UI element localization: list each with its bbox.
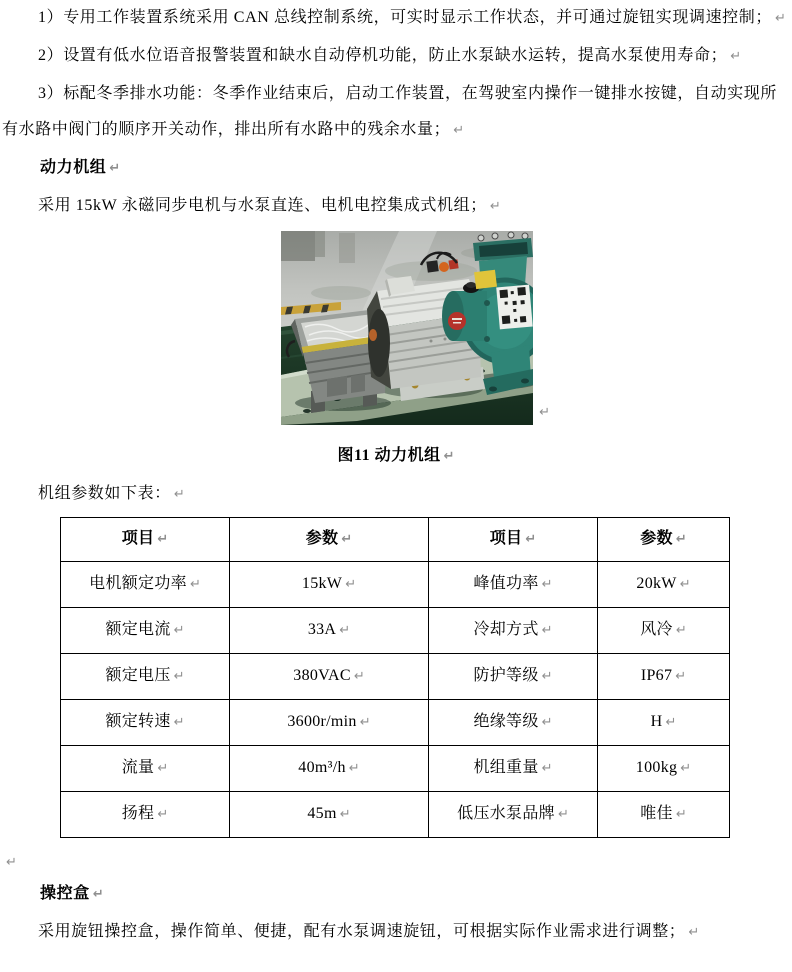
figure-caption — [0, 438, 792, 476]
pilcrow-mark: ↵ — [341, 532, 353, 548]
cell-text: 20kW — [636, 575, 677, 593]
table-cell — [230, 654, 429, 700]
pilcrow-mark: ↵ — [345, 577, 357, 593]
table-header-row — [61, 518, 730, 562]
pilcrow-mark: ↵ — [665, 715, 677, 731]
table-cell — [61, 654, 230, 700]
table-cell — [61, 746, 230, 792]
pilcrow-mark: ↵ — [541, 623, 553, 639]
pilcrow-mark: ↵ — [679, 577, 691, 593]
pilcrow-mark: ↵ — [675, 669, 687, 685]
pilcrow-mark: ↵ — [680, 761, 692, 777]
table-cell — [598, 746, 730, 792]
pilcrow-mark: ↵ — [675, 623, 687, 639]
pilcrow-mark: ↵ — [453, 123, 465, 139]
pilcrow-mark: ↵ — [92, 887, 104, 903]
paragraph-table-intro — [0, 476, 792, 514]
pilcrow-mark: ↵ — [541, 669, 553, 685]
pilcrow-mark: ↵ — [675, 532, 687, 548]
cell-text: IP67 — [640, 667, 673, 685]
pilcrow-mark: ↵ — [730, 48, 742, 64]
table-cell — [230, 608, 429, 654]
table-cell — [61, 608, 230, 654]
cell-text: 冷却方式 — [473, 621, 539, 639]
cell-text: 100kg — [635, 759, 678, 777]
header-text: 项目 — [489, 530, 523, 548]
paragraph-low-water-alarm — [0, 38, 792, 76]
parameters-table — [60, 517, 730, 838]
cell-text: 45m — [307, 805, 337, 823]
table-row — [61, 700, 730, 746]
pilcrow-mark: ↵ — [339, 623, 351, 639]
pilcrow-mark: ↵ — [443, 448, 455, 464]
header-text: 参数 — [305, 530, 339, 548]
table-header-cell — [598, 518, 730, 562]
table-row — [61, 792, 730, 838]
parameters-table-body — [61, 562, 730, 838]
paragraph-text: 机组参数如下表： — [38, 484, 171, 502]
cell-text: 33A — [307, 621, 337, 639]
paragraph-control-box — [0, 914, 792, 952]
table-cell — [598, 608, 730, 654]
paragraph-can-system — [0, 0, 792, 38]
pilcrow-mark: ↵ — [348, 761, 360, 777]
pilcrow-mark: ↵ — [339, 807, 351, 823]
figure-power-unit-photo — [281, 231, 550, 425]
pilcrow-mark: ↵ — [173, 623, 185, 639]
paragraph-text: 3）标配冬季排水功能：冬季作业结束后，启动工作装置，在驾驶室内操作一键排水按键，自动实现所有水路中阀门的顺序开关动作，排出所有水路中的残余水量； — [2, 84, 778, 139]
pilcrow-mark: ↵ — [557, 807, 569, 823]
table-cell — [61, 700, 230, 746]
table-cell — [429, 562, 598, 608]
pilcrow-mark: ↵ — [157, 532, 169, 548]
cell-text: 扬程 — [121, 805, 155, 823]
header-text: 参数 — [640, 530, 673, 548]
pilcrow-mark: ↵ — [539, 404, 550, 420]
pilcrow-mark: ↵ — [525, 532, 537, 548]
pilcrow-mark: ↵ — [541, 577, 553, 593]
paragraph-text: 2）设置有低水位语音报警装置和缺水自动停机功能，防止水泵缺水运转，提高水泵使用寿命； — [38, 46, 728, 64]
table-cell — [598, 700, 730, 746]
cell-text: 机组重量 — [473, 759, 539, 777]
cell-text: 防护等级 — [473, 667, 539, 685]
table-cell — [429, 700, 598, 746]
cell-text: H — [650, 713, 663, 731]
table-cell — [230, 792, 429, 838]
cell-text: 额定电压 — [105, 667, 171, 685]
cell-text: 15kW — [301, 575, 343, 593]
parameters-table-head — [61, 518, 730, 562]
cell-text: 风冷 — [640, 621, 673, 639]
paragraph-text: 1）专用工作装置系统采用 CAN 总线控制系统，可实时显示工作状态，并可通过旋钮实现调速控制； — [38, 9, 772, 26]
table-header-cell — [61, 518, 230, 562]
cell-text: 绝缘等级 — [473, 713, 539, 731]
cell-text: 电机额定功率 — [89, 575, 187, 593]
table-cell — [429, 792, 598, 838]
table-cell — [598, 562, 730, 608]
pilcrow-mark: ↵ — [173, 669, 185, 685]
pilcrow-mark: ↵ — [489, 198, 501, 214]
table-cell — [61, 792, 230, 838]
cell-text: 唯佳 — [640, 805, 673, 823]
paragraph-text: 采用 15kW 永磁同步电机与水泵直连、电机电控集成式机组； — [38, 196, 487, 214]
pilcrow-mark: ↵ — [359, 715, 371, 731]
cell-text: 380VAC — [293, 667, 351, 685]
pilcrow-mark: ↵ — [157, 807, 169, 823]
heading-text: 动力机组 — [40, 159, 107, 177]
table-cell — [61, 562, 230, 608]
cell-text: 流量 — [121, 759, 155, 777]
caption-text: 图11 动力机组 — [337, 446, 441, 464]
pilcrow-mark: ↵ — [541, 715, 553, 731]
table-cell — [429, 608, 598, 654]
cell-text: 额定转速 — [105, 713, 171, 731]
table-header-cell — [429, 518, 598, 562]
pilcrow-mark: ↵ — [6, 855, 17, 871]
heading-text: 操控盒 — [40, 885, 90, 903]
heading-power-unit — [0, 150, 792, 188]
table-cell — [598, 792, 730, 838]
paragraph-text: 采用旋钮操控盒，操作简单、便捷，配有水泵调速旋钮，可根据实际作业需求进行调整； — [38, 922, 686, 940]
heading-control-box — [0, 876, 792, 914]
pilcrow-mark: ↵ — [189, 577, 201, 593]
pilcrow-mark: ↵ — [541, 761, 553, 777]
table-header-cell — [230, 518, 429, 562]
table-row — [61, 746, 730, 792]
cell-text: 低压水泵品牌 — [457, 805, 555, 823]
pilcrow-mark: ↵ — [157, 761, 169, 777]
table-row — [61, 562, 730, 608]
table-cell — [598, 654, 730, 700]
pilcrow-mark: ↵ — [675, 807, 687, 823]
table-cell — [230, 746, 429, 792]
pilcrow-mark: ↵ — [109, 161, 121, 177]
pilcrow-mark: ↵ — [774, 11, 786, 26]
paragraph-motor-intro — [0, 188, 792, 226]
pilcrow-mark: ↵ — [688, 924, 700, 940]
table-cell — [230, 562, 429, 608]
empty-paragraph — [0, 838, 792, 876]
table-cell — [230, 700, 429, 746]
pilcrow-mark: ↵ — [173, 715, 185, 731]
header-text: 项目 — [121, 530, 155, 548]
table-cell — [429, 746, 598, 792]
pilcrow-mark: ↵ — [353, 669, 365, 685]
table-row — [61, 608, 730, 654]
power-unit-photo — [281, 231, 533, 425]
table-cell — [429, 654, 598, 700]
cell-text: 40m³/h — [298, 759, 346, 777]
cell-text: 峰值功率 — [473, 575, 539, 593]
table-row — [61, 654, 730, 700]
pilcrow-mark: ↵ — [173, 486, 185, 502]
cell-text: 3600r/min — [287, 713, 357, 731]
paragraph-winter-drain — [0, 76, 792, 151]
cell-text: 额定电流 — [105, 621, 171, 639]
